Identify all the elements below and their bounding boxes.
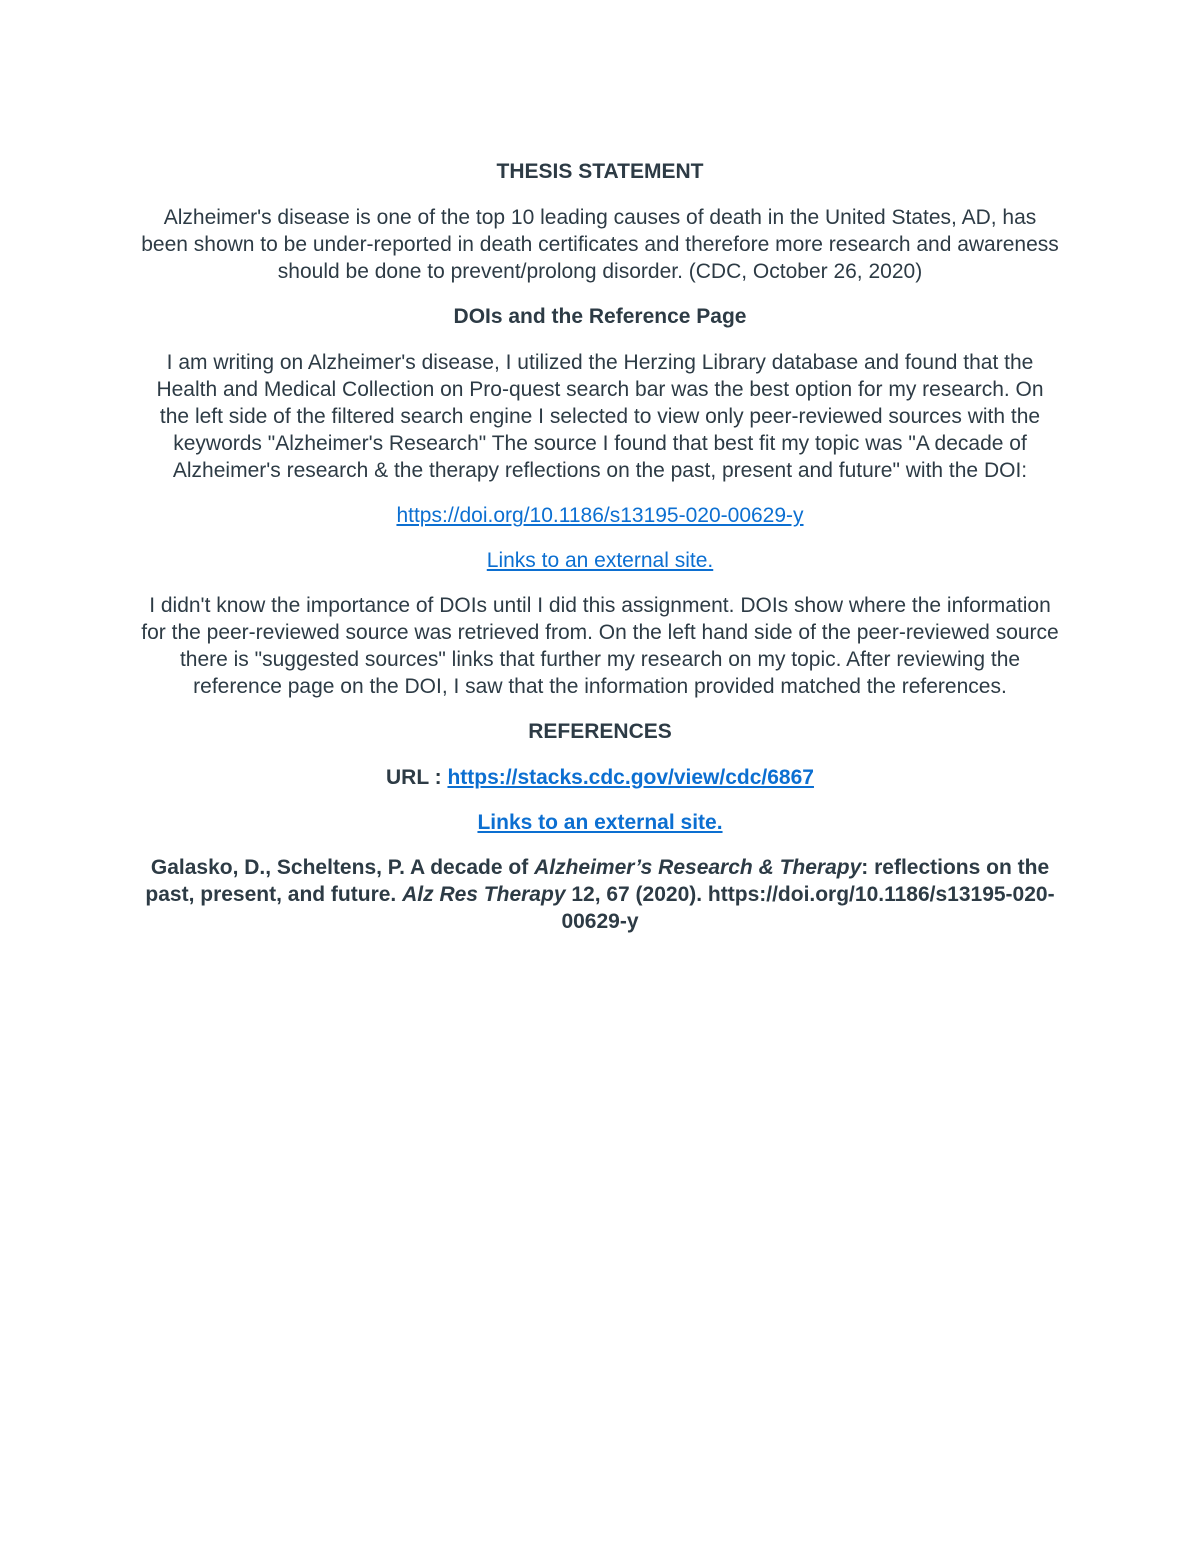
reference-citation — [140, 854, 1060, 935]
reference-url-label: URL : — [386, 766, 448, 789]
citation-journal-abbrev: Alz Res Therapy — [402, 883, 566, 906]
document-page — [140, 158, 1060, 935]
dois-paragraph-2: I didn't know the importance of DOIs until I did this assignment. DOIs show where the information for the peer-reviewed source was retrieved from. On the left hand side of the peer-reviewed source there is "suggested sources" links that further my research on my topic. After reviewing the reference page on the DOI, I saw that the information provided matched the references. — [141, 594, 1059, 698]
doi-link[interactable]: https://doi.org/10.1186/s13195-020-00629-y — [396, 504, 804, 527]
dois-heading: DOIs and the Reference Page — [453, 305, 747, 328]
doi-external-link-line — [140, 547, 1060, 574]
citation-journal-title: Alzheimer’s Research & Therapy — [534, 856, 862, 879]
citation-article-title: : reflections on the past, present, and future. — [145, 856, 1050, 906]
cdc-external-site-link[interactable]: Links to an external site. — [477, 811, 723, 834]
thesis-paragraph: Alzheimer's disease is one of the top 10 leading causes of death in the United States, AD, has been shown to be under-reported in death certificates and therefore more research and awareness should be done to prevent/prolong disorder. (CDC, October 26, 2020) — [141, 206, 1059, 283]
citation-volume-doi: 12, 67 (2020). https://doi.org/10.1186/s13195-020-00629-y — [561, 883, 1055, 933]
thesis-heading: THESIS STATEMENT — [496, 160, 704, 183]
cdc-url-link[interactable]: https://stacks.cdc.gov/view/cdc/6867 — [447, 766, 814, 789]
references-heading: REFERENCES — [528, 720, 672, 743]
dois-paragraph-1: I am writing on Alzheimer's disease, I utilized the Herzing Library database and found that the Health and Medical Collection on Pro-quest search bar was the best option for my research. On the left side of the filtered search engine I selected to view only peer-reviewed sources with the keywords "Alzheimer's Research" The source I found that best fit my topic was "A decade of Alzheimer's research & the therapy reflections on the past, present and future" with the DOI: — [156, 351, 1044, 482]
reference-external-link-line — [140, 809, 1060, 836]
doi-link-line — [140, 502, 1060, 529]
citation-authors: Galasko, D., Scheltens, P. A decade of — [150, 856, 535, 879]
doi-external-site-link[interactable]: Links to an external site. — [486, 549, 714, 572]
reference-url-line — [140, 764, 1060, 791]
